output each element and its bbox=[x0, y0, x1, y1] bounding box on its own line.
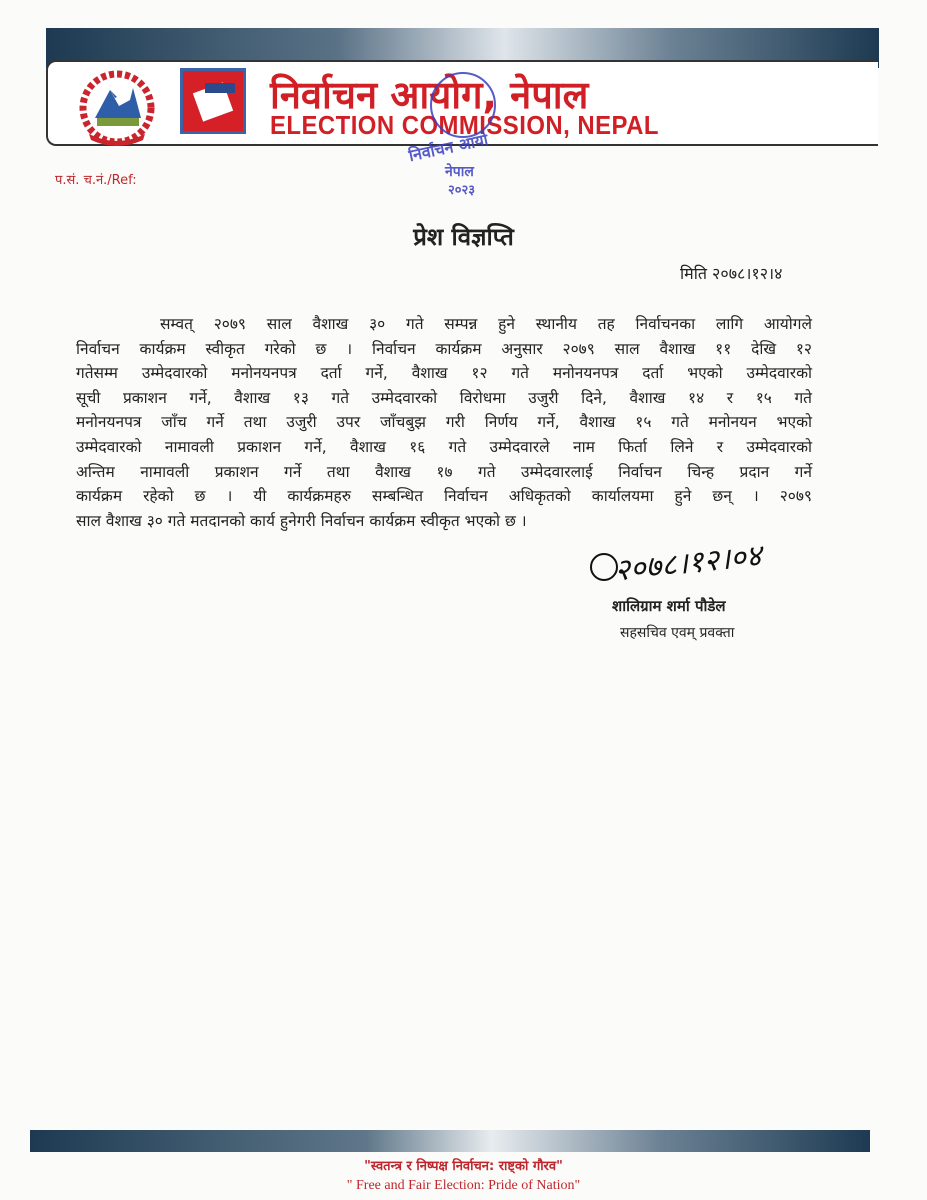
body-line: मनोनयनपत्र जाँच गर्ने तथा उजुरी उपर जाँचबुझ गरी निर्णय गर्ने, वैशाख १५ गते मनोनयन भएको bbox=[76, 413, 812, 432]
body-line: निर्वाचन कार्यक्रम स्वीकृत गरेको छ । निर्वाचन कार्यक्रम अनुसार २०७९ साल वैशाख ११ देखि १२ bbox=[76, 339, 812, 358]
nepal-emblem-icon bbox=[75, 68, 160, 148]
election-commission-logo bbox=[180, 68, 246, 134]
stamp-year: २०२३ bbox=[448, 183, 476, 198]
org-title-english: ELECTION COMMISSION, NEPAL bbox=[270, 110, 659, 140]
body-line: कार्यक्रम रहेको छ । यी कार्यक्रमहरु सम्बन्धित निर्वाचन अधिकृतको कार्यालयमा हुने छन् । २०७९ bbox=[76, 487, 812, 506]
document-date: मिति २०७८।१२।४ bbox=[680, 264, 783, 283]
body-line: साल वैशाख ३० गते मतदानको कार्य हुनेगरी निर्वाचन कार्यक्रम स्वीकृत भएको छ । bbox=[76, 511, 527, 530]
reference-label: प.सं. च.नं./Ref: bbox=[55, 173, 137, 188]
body-line: गतेसम्म उम्मेदवारको मनोनयनपत्र दर्ता गर्ने, वैशाख १२ गते मनोनयनपत्र दर्ता भएको उम्मेदवारको bbox=[76, 364, 812, 383]
document-title: प्रेश विज्ञप्ति bbox=[413, 223, 514, 251]
stamp-text: निर्वाचन आयो bbox=[407, 129, 490, 166]
body-line: सम्वत् २०७९ साल वैशाख ३० गते सम्पन्न हुने स्थानीय तह निर्वाचनका लागि आयोगले bbox=[160, 315, 812, 333]
body-line: सूची प्रकाशन गर्ने, वैशाख १३ गते उम्मेदवारको विरोधमा उजुरी दिने, वैशाख १४ र १५ गते bbox=[76, 388, 812, 407]
motto-english: " Free and Fair Election: Pride of Nation" bbox=[346, 1178, 581, 1193]
motto-nepali: "स्वतन्त्र र निष्पक्ष निर्वाचन: राष्ट्को गौरव" bbox=[364, 1159, 563, 1174]
footer-band bbox=[30, 1130, 870, 1152]
stamp-text: नेपाल bbox=[445, 164, 474, 180]
handwritten-signature bbox=[590, 535, 840, 600]
official-stamp bbox=[400, 72, 510, 197]
body-line: अन्तिम नामावली प्रकाशन गर्ने तथा वैशाख १७ गते उम्मेदवारलाई निर्वाचन चिन्ह प्रदान गर्ने bbox=[76, 462, 812, 481]
body-paragraph bbox=[76, 312, 812, 533]
org-title-nepali: निर्वाचन आयोग, नेपाल bbox=[270, 73, 589, 117]
signatory-name: शालिग्राम शर्मा पौडेल bbox=[612, 597, 726, 615]
signatory-designation: सहसचिव एवम् प्रवक्ता bbox=[620, 625, 735, 641]
stamp-seal-icon bbox=[430, 72, 496, 138]
signature-date: २०७८।१२।०४ bbox=[612, 538, 764, 589]
body-line: उम्मेदवारको नामावली प्रकाशन गर्ने, वैशाख १६ गते उम्मेदवारले नाम फिर्ता लिने र उम्मेदवारको bbox=[76, 437, 812, 456]
